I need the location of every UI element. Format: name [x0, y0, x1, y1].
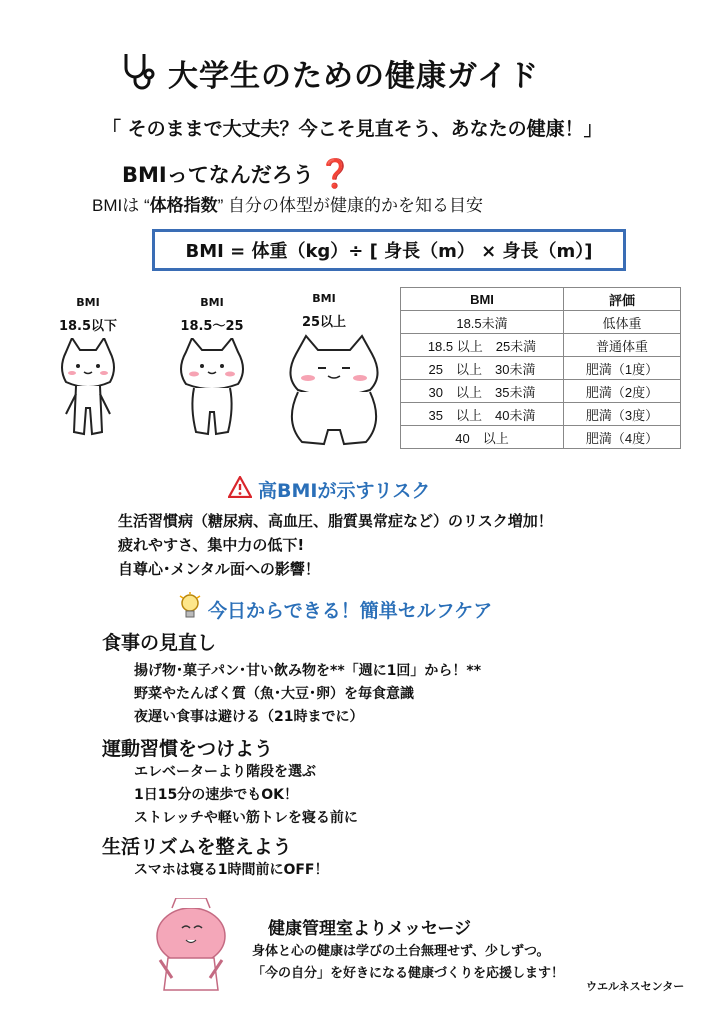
risk-item: 自尊心･メンタル面への影響！	[118, 560, 320, 578]
risk-heading: 高BMIが示すリスク	[258, 480, 431, 502]
risk-item: 生活習慣病（糖尿病、高血圧、脂質異常症など）のリスク増加！	[118, 512, 553, 530]
table-row	[401, 426, 681, 449]
nurse-mascot	[146, 898, 236, 998]
page-title: 大学生のための健康ガイド	[168, 59, 540, 94]
subtitle: 「 そのままで大丈夫？今こそ見直そう、あなたの健康！」	[102, 118, 603, 140]
table-cell: 18.5 以上 25未満	[401, 334, 564, 357]
table-cell: 35 以上 40未満	[401, 403, 564, 426]
thin-cat-illustration	[48, 338, 128, 448]
message-heading: 健康管理室よりメッセージ	[268, 919, 471, 939]
obese-cat-illustration	[284, 332, 384, 452]
category-normal	[172, 296, 257, 452]
definition-suffix: ” 自分の体型が健康的かを知る目安	[217, 196, 483, 215]
page-title-row	[118, 50, 539, 96]
group-title-exercise: 運動習慣をつけよう	[102, 738, 274, 760]
table-row	[401, 403, 681, 426]
definition-prefix: BMIは “	[92, 196, 150, 215]
table-row	[401, 357, 681, 380]
list-item: 1日15分の速歩でもOK！	[134, 787, 298, 803]
lightbulb-icon	[178, 592, 202, 627]
message-line: 「今の自分」を好きになる健康づくりを応援します！	[252, 966, 565, 981]
table-cell: 18.5未満	[401, 311, 564, 334]
list-item: スマホは寝る1時間前にOFF！	[134, 862, 329, 878]
category-range: 18.5〜25	[180, 319, 244, 334]
table-cell: 肥満（4度）	[564, 426, 681, 449]
selfcare-heading: 今日からできる！簡単セルフケア	[208, 600, 493, 622]
category-label: BMI	[76, 296, 100, 309]
table-cell: 普通体重	[564, 334, 681, 357]
category-thin	[48, 296, 133, 452]
definition-bold: 体格指数	[149, 196, 218, 215]
risk-item: 疲れやすさ、集中力の低下!	[118, 536, 305, 554]
table-header: 評価	[564, 288, 681, 311]
warning-icon	[228, 476, 252, 503]
stethoscope-icon	[118, 50, 160, 96]
table-cell: 肥満（3度）	[564, 403, 681, 426]
table-cell: 25 以上 30未満	[401, 357, 564, 380]
table-header-row	[401, 288, 681, 311]
table-header: BMI	[401, 288, 564, 311]
list-item: 夜遅い食事は避ける（21時までに）	[134, 709, 364, 725]
list-item: 揚げ物･菓子パン･甘い飲み物を**「週に1回」から！**	[134, 663, 482, 679]
group-title-rhythm: 生活リズムを整えよう	[102, 836, 292, 858]
signature: ウエルネスセンター	[586, 980, 685, 993]
question-mark-icon: ❓	[317, 157, 353, 190]
table-row	[401, 334, 681, 357]
category-label: BMI	[200, 296, 224, 309]
table-row	[401, 311, 681, 334]
list-item: ストレッチや軽い筋トレを寝る前に	[134, 810, 358, 826]
category-label: BMI	[312, 292, 336, 305]
category-range: 25以上	[301, 315, 347, 330]
bmi-heading: BMIってなんだろう	[122, 162, 314, 187]
category-obese	[284, 292, 384, 456]
table-cell: 肥満（2度）	[564, 380, 681, 403]
list-item: 野菜やたんぱく質（魚･大豆･卵）を毎食意識	[134, 686, 414, 702]
category-range: 18.5以下	[58, 319, 118, 334]
normal-cat-illustration	[172, 338, 252, 448]
table-cell: 低体重	[564, 311, 681, 334]
risk-heading-row	[228, 476, 430, 503]
bmi-heading-row	[122, 157, 353, 190]
selfcare-heading-row	[178, 592, 492, 627]
bmi-formula: BMI = 体重（kg）÷ [ 身長（m） × 身長（m）]	[185, 241, 593, 262]
message-line: 身体と心の健康は学びの土台無理せず、少しずつ。	[252, 944, 550, 959]
list-item: エレベーターより階段を選ぶ	[134, 764, 316, 780]
table-row	[401, 380, 681, 403]
bmi-table	[400, 287, 681, 449]
group-title-diet: 食事の見直し	[102, 632, 217, 654]
table-cell: 40 以上	[401, 426, 564, 449]
bmi-definition	[92, 191, 483, 216]
bmi-formula-box	[152, 229, 626, 271]
table-cell: 30 以上 35未満	[401, 380, 564, 403]
table-cell: 肥満（1度）	[564, 357, 681, 380]
